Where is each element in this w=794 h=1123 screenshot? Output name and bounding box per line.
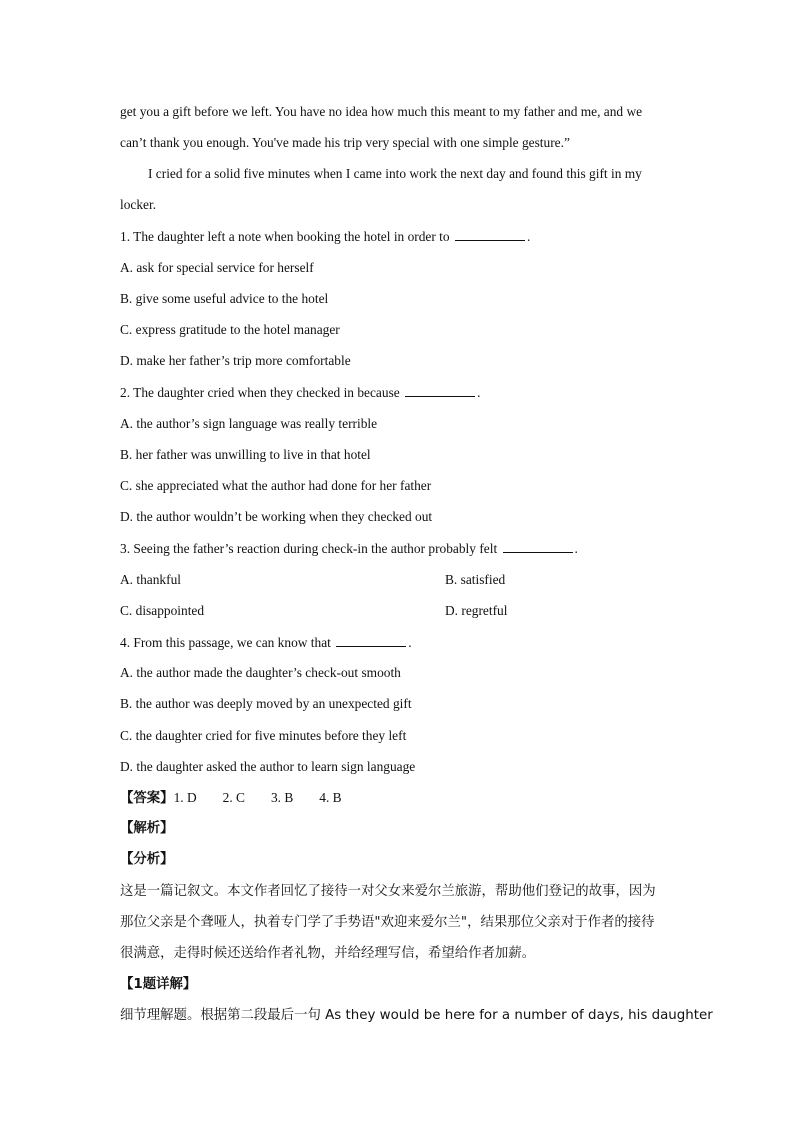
answer-blank <box>336 634 406 647</box>
answer-item: 1. D <box>173 790 197 805</box>
answer-item: 4. B <box>319 790 342 805</box>
option: A. the author’s sign language was really terrible <box>120 416 378 431</box>
question-stem <box>120 540 578 557</box>
question-stem <box>120 634 412 651</box>
fenxi-text-line: 那位父亲是个聋哑人，执着专门学了手势语"欢迎来爱尔兰"，结果那位父亲对于作者的接待 <box>120 915 655 930</box>
question-text: 1. The daughter left a note when booking the hotel in order to <box>120 229 450 244</box>
question-punct: . <box>477 385 481 400</box>
option: B. her father was unwilling to live in that hotel <box>120 447 371 462</box>
answer-label: 【答案】 <box>120 791 174 806</box>
option: B. the author was deeply moved by an unexpected gift <box>120 696 412 711</box>
analysis-heading: 【解析】 <box>120 821 174 836</box>
option: A. the author made the daughter’s check-out smooth <box>120 665 401 680</box>
detail-heading: 【1题详解】 <box>120 977 197 992</box>
question-text: 4. From this passage, we can know that <box>120 635 331 650</box>
option: B. give some useful advice to the hotel <box>120 291 329 306</box>
detail-text-line: 细节理解题。根据第二段最后一句 As they would be here for a number of days, his daughter <box>120 1008 713 1023</box>
fenxi-heading: 【分析】 <box>120 852 174 867</box>
question-punct: . <box>526 229 531 244</box>
option: D. regretful <box>445 603 508 618</box>
passage-line: I cried for a solid five minutes when I came into work the next day and found this gift in my <box>148 166 642 181</box>
option: B. satisfied <box>445 572 506 587</box>
question-text: 3. Seeing the father’s reaction during check-in the author probably felt <box>120 541 498 556</box>
answer-blank <box>405 384 475 397</box>
passage-line: locker. <box>120 197 157 212</box>
answer-blank <box>503 540 573 553</box>
option: C. express gratitude to the hotel manager <box>120 322 340 337</box>
passage-line: get you a gift before we left. You have no idea how much this meant to my father and me, and we <box>120 104 643 119</box>
answer-item: 3. B <box>270 790 294 805</box>
fenxi-text-line: 这是一篇记叙文。本文作者回忆了接待一对父女来爱尔兰旅游，帮助他们登记的故事，因为 <box>120 884 656 899</box>
fenxi-text-line: 很满意，走得时候还送给作者礼物，并给经理写信，希望给作者加薪。 <box>120 946 536 961</box>
question-punct: . <box>408 635 412 650</box>
answer-key <box>120 790 368 807</box>
option: C. she appreciated what the author had done for her father <box>120 478 432 493</box>
question-text: 2. The daughter cried when they checked in because <box>120 385 400 400</box>
option: C. disappointed <box>120 603 205 618</box>
passage-line: can’t thank you enough. You've made his trip very special with one simple gesture.” <box>120 135 570 150</box>
answer-blank <box>455 228 525 241</box>
question-punct: . <box>574 541 578 556</box>
question-stem <box>120 384 480 401</box>
option: C. the daughter cried for five minutes before they left <box>120 728 407 743</box>
option: D. the daughter asked the author to learn sign language <box>120 759 416 774</box>
question-stem <box>120 228 530 245</box>
option: D. make her father’s trip more comfortable <box>120 353 351 368</box>
option: D. the author wouldn’t be working when they checked out <box>120 509 433 524</box>
answer-item: 2. C <box>222 790 245 805</box>
option: A. ask for special service for herself <box>120 260 314 275</box>
option: A. thankful <box>120 572 181 587</box>
